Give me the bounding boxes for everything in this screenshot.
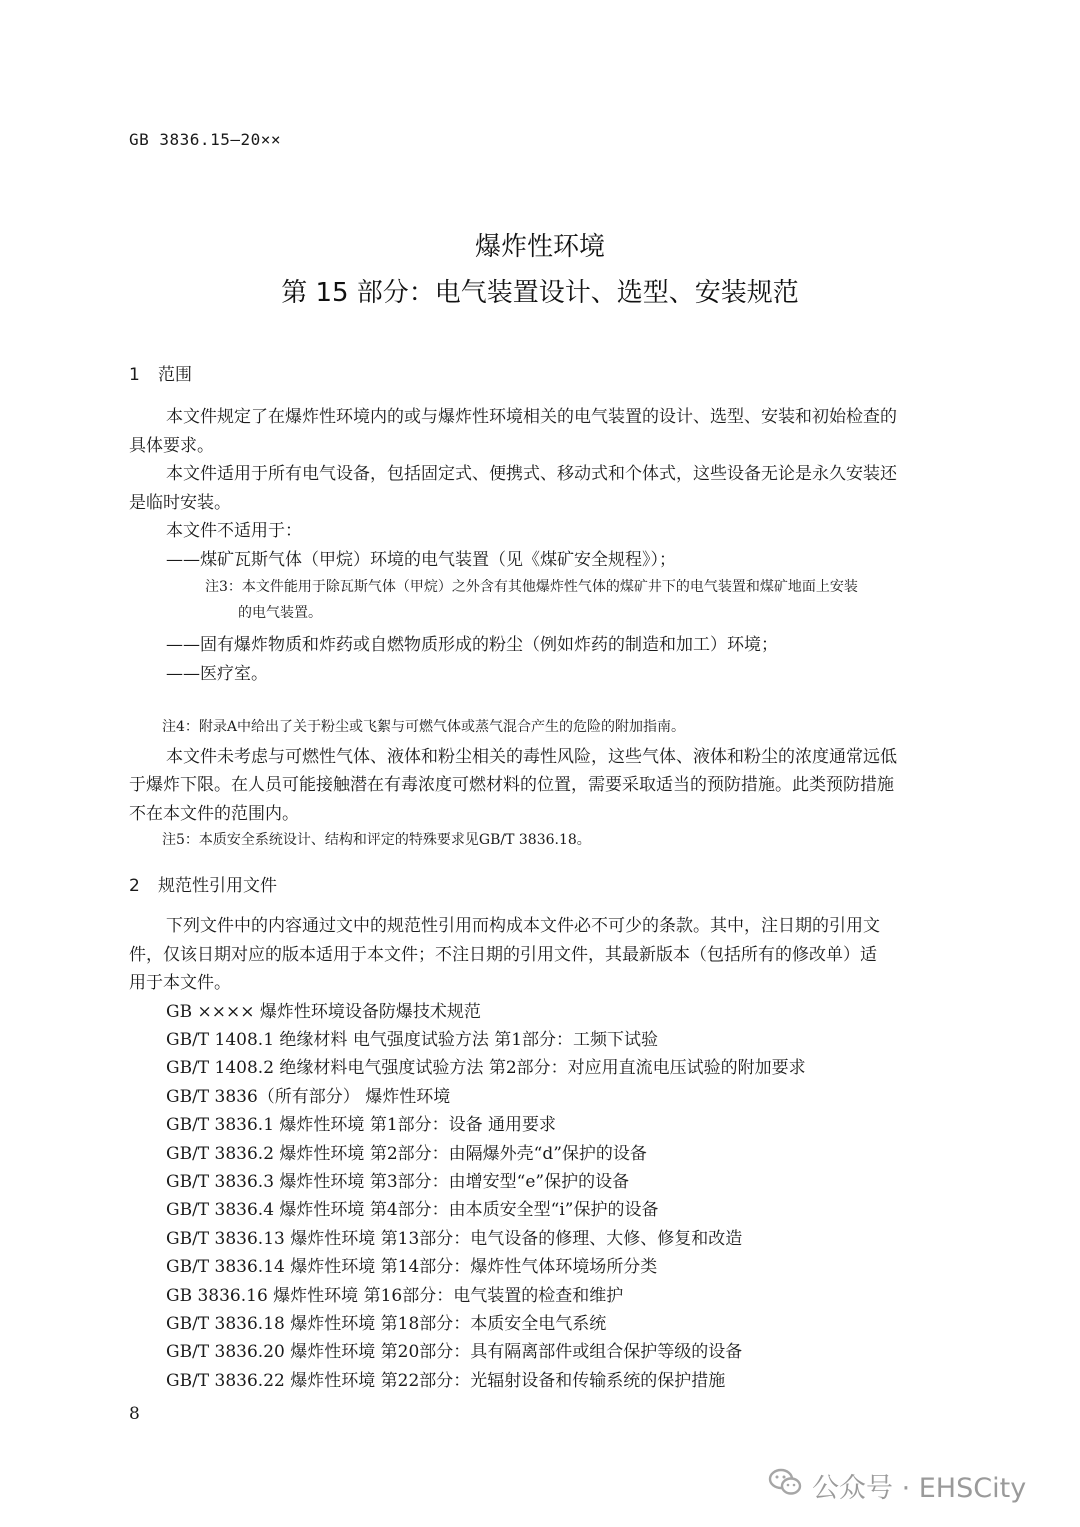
list-item: ——煤矿瓦斯气体（甲烷）环境的电气装置（见《煤矿安全规程》）； <box>166 550 676 570</box>
page-number: 8 <box>129 1404 140 1424</box>
paragraph-line: 本文件未考虑与可燃性气体、液体和粉尘相关的毒性风险，这些气体、液体和粉尘的浓度通常远低 <box>166 747 897 767</box>
reference-item: GB 3836.16 爆炸性环境 第16部分：电气装置的检查和维护 <box>166 1286 624 1306</box>
reference-item: GB/T 3836.1 爆炸性环境 第1部分：设备 通用要求 <box>166 1115 557 1135</box>
note-4: 注4：附录A中给出了关于粉尘或飞絮与可燃气体或蒸气混合产生的危险的附加指南。 <box>162 719 686 735</box>
section-2-heading <box>129 871 277 896</box>
list-item: ——固有爆炸物质和炸药或自燃物质形成的粉尘（例如炸药的制造和加工）环境； <box>166 635 778 655</box>
note-5: 注5：本质安全系统设计、结构和评定的特殊要求见GB/T 3836.18。 <box>162 832 591 848</box>
section-number: 2 <box>129 876 140 896</box>
paragraph-line: 本文件规定了在爆炸性环境内的或与爆炸性环境相关的电气装置的设计、选型、安装和初始检查的 <box>166 407 897 427</box>
reference-item: GB/T 3836.14 爆炸性环境 第14部分：爆炸性气体环境场所分类 <box>166 1257 658 1277</box>
document-code-header: GB 3836.15—20×× <box>129 130 281 149</box>
reference-item: GB/T 3836（所有部分） 爆炸性环境 <box>166 1087 451 1107</box>
reference-item: GB/T 3836.20 爆炸性环境 第20部分：具有隔离部件或组合保护等级的设备 <box>166 1342 743 1362</box>
watermark-text: 公众号 · EHSCity <box>812 1473 1027 1504</box>
reference-item: GB/T 3836.18 爆炸性环境 第18部分：本质安全电气系统 <box>166 1314 607 1334</box>
note-3: 注3：本文件能用于除瓦斯气体（甲烷）之外含有其他爆炸性气体的煤矿井下的电气装置和煤矿地面上安装 <box>205 579 858 595</box>
document-title: 爆炸性环境 <box>474 232 605 262</box>
reference-item: GB/T 3836.4 爆炸性环境 第4部分：由本质安全型“i”保护的设备 <box>166 1200 659 1220</box>
reference-item: GB/T 3836.13 爆炸性环境 第13部分：电气设备的修理、大修、修复和改造 <box>166 1229 743 1249</box>
paragraph-line: 用于本文件。 <box>129 973 231 993</box>
reference-item: GB ×××× 爆炸性环境设备防爆技术规范 <box>166 1002 481 1022</box>
reference-item: GB/T 3836.22 爆炸性环境 第22部分：光辐射设备和传输系统的保护措施 <box>166 1371 726 1391</box>
reference-item: GB/T 3836.2 爆炸性环境 第2部分：由隔爆外壳“d”保护的设备 <box>166 1144 647 1164</box>
reference-item: GB/T 3836.3 爆炸性环境 第3部分：由增安型“e”保护的设备 <box>166 1172 630 1192</box>
reference-item: GB/T 1408.1 绝缘材料 电气强度试验方法 第1部分：工频下试验 <box>166 1030 659 1050</box>
section-title: 范围 <box>158 365 192 385</box>
reference-item: GB/T 1408.2 绝缘材料电气强度试验方法 第2部分：对应用直流电压试验的附加要求 <box>166 1058 806 1078</box>
paragraph-line: 本文件适用于所有电气设备，包括固定式、便携式、移动式和个体式，这些设备无论是永久安装还 <box>166 464 897 484</box>
paragraph-line: 下列文件中的内容通过文中的规范性引用而构成本文件必不可少的条款。其中，注日期的引用文 <box>166 916 880 936</box>
section-1-heading <box>129 360 192 385</box>
paragraph-line: 件，仅该日期对应的版本适用于本文件；不注日期的引用文件，其最新版本（包括所有的修改单）适 <box>129 945 877 965</box>
section-title: 规范性引用文件 <box>158 876 277 896</box>
list-item: ——医疗室。 <box>166 664 268 684</box>
paragraph-line: 本文件不适用于： <box>166 521 302 541</box>
note-3-continuation: 的电气装置。 <box>238 605 322 621</box>
paragraph-line: 是临时安装。 <box>129 493 231 513</box>
paragraph-line: 不在本文件的范围内。 <box>129 804 299 824</box>
wechat-icon <box>768 1468 802 1496</box>
paragraph-line: 于爆炸下限。在人员可能接触潜在有毒浓度可燃材料的位置，需要采取适当的预防措施。此类预防措施 <box>129 775 894 795</box>
section-number: 1 <box>129 365 140 385</box>
document-subtitle: 第 15 部分：电气装置设计、选型、安装规范 <box>281 278 799 308</box>
paragraph-line: 具体要求。 <box>129 436 214 456</box>
